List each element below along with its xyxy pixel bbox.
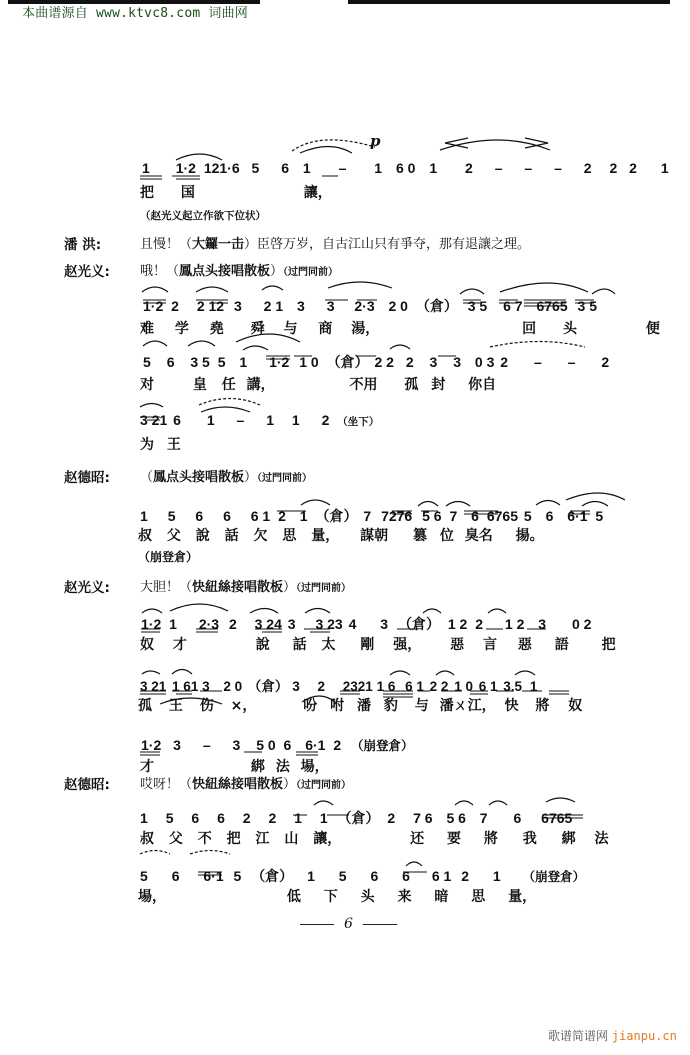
lyric: 剛 <box>360 637 375 653</box>
note: 1 6 <box>376 679 396 694</box>
lyric: 任 <box>221 377 236 393</box>
lyric: 王 <box>166 437 181 453</box>
note: – <box>524 160 533 176</box>
note: 5 <box>140 868 148 884</box>
dynamic-mark-p: p <box>370 132 381 150</box>
interlude-note: （过門同前） <box>257 473 313 484</box>
note: 6765 <box>536 298 568 314</box>
note: 6 1 <box>250 508 271 524</box>
dialog-pan-hong <box>140 233 530 252</box>
note: 2 1 <box>263 298 284 314</box>
note: 2 12 <box>196 298 225 314</box>
note: 3 <box>173 737 181 753</box>
note: 6 1 <box>478 679 498 694</box>
note: 2 <box>629 160 637 176</box>
note: 5 <box>143 354 151 370</box>
interlude-note: （过門同前） <box>296 780 352 791</box>
lyric: 欠 <box>253 528 268 544</box>
note: 6 <box>513 810 522 826</box>
note: 5 <box>523 508 532 524</box>
lyric: ×， <box>230 698 257 714</box>
note: 2 2 <box>374 354 394 370</box>
note: 2321 <box>342 679 373 694</box>
note: 7 <box>479 810 488 826</box>
note: 2 <box>465 160 473 176</box>
lyric: 思 <box>471 889 486 905</box>
lyric: 場， <box>300 759 329 775</box>
note: 6 1 <box>431 868 452 884</box>
note: 5 6 <box>422 508 442 524</box>
lyric: 学 <box>174 321 189 337</box>
lyric: 还 <box>410 831 425 847</box>
lyrics-staff-2b <box>140 374 496 394</box>
note: 2·3 <box>354 298 375 314</box>
lyric: 不用 <box>349 377 378 393</box>
dialog-zhao-dezhao-2 <box>140 773 351 792</box>
lyric: 太 <box>321 637 336 653</box>
note: 2 <box>461 868 469 884</box>
watermark-text: 歌谱简谱网 <box>548 1029 609 1043</box>
lyrics-staff-2c <box>140 434 181 454</box>
note: 6 <box>370 868 379 884</box>
lyric: 潘ㄨ江， <box>439 698 496 714</box>
note: 7 <box>363 508 372 524</box>
lyric: 言 <box>483 637 497 653</box>
note: 2·3 <box>198 616 220 632</box>
lyric: 把 <box>601 637 616 653</box>
percussion-cue: （崩登倉） <box>138 550 199 564</box>
note: 1 <box>239 354 248 370</box>
note: 3 <box>297 298 305 314</box>
note: 1·2 <box>175 160 196 176</box>
note: 6 <box>283 737 292 753</box>
note: 0 2 <box>571 616 592 632</box>
percussion-cue: （崩登倉） <box>522 870 586 884</box>
lyric: 語 <box>554 637 569 653</box>
note: 6·1 <box>567 508 588 524</box>
note: 3 23 <box>315 616 343 632</box>
stage-direction: （赵光义起立作欲下位状） <box>140 210 266 222</box>
lyric: 叔 <box>138 528 152 544</box>
note: 2 <box>171 298 179 314</box>
lyric: 場， <box>138 889 166 905</box>
dialog-text: ）臣啓万岁，自古江山只有爭夺，那有退讓之理。 <box>244 237 531 252</box>
note: 6 7 <box>503 298 523 314</box>
note: 1·2 <box>141 616 162 632</box>
lyric: 說 <box>255 637 270 653</box>
source-watermark: 本曲谱源自 www.ktvc8.com 词曲网 <box>22 6 248 21</box>
dialog-zhao-guangyi-2 <box>140 576 351 595</box>
note: 3 <box>202 679 210 694</box>
note: 5 <box>595 508 604 524</box>
stage-direction: （坐下） <box>337 416 380 428</box>
note: 2 <box>601 354 610 370</box>
note: 2 <box>475 616 484 632</box>
notation-staff-4c <box>141 736 414 754</box>
note: 1 <box>492 868 501 884</box>
note: 5 <box>251 160 260 176</box>
tempo-cue: 快紐絲接唱散板 <box>192 777 284 792</box>
note: 3 21 <box>140 412 168 428</box>
percussion-cue: （倉） <box>315 508 358 524</box>
note: 1·2 <box>269 354 290 370</box>
dialog-text: ） <box>244 470 258 485</box>
percussion-cue: （倉） <box>397 616 440 632</box>
lyric: 篡 <box>413 528 427 544</box>
lyrics-staff-4b <box>138 695 582 715</box>
lyric: 讓， <box>303 185 332 201</box>
interlude-note: （过門同前） <box>296 583 352 594</box>
note: 6 <box>471 508 479 524</box>
note: 6 <box>402 868 410 884</box>
percussion-cue: （倉） <box>251 868 294 884</box>
dialog-text: ） <box>283 777 297 792</box>
lyric: 思 <box>282 528 297 544</box>
lyric: 孤 <box>404 377 419 393</box>
note: 1 2 <box>504 616 525 632</box>
note: 2 <box>333 737 342 753</box>
note: 5 <box>217 354 226 370</box>
note: 1 0 <box>454 679 473 694</box>
lyric: 說 <box>195 528 210 544</box>
lyric: 謀朝 <box>360 528 389 544</box>
note: – <box>567 354 576 370</box>
note: 1 <box>429 160 438 176</box>
note: 7276 <box>381 508 413 524</box>
note: 1 <box>169 616 177 632</box>
note: 3 <box>429 354 438 370</box>
note: 7 <box>449 508 458 524</box>
lyric: 封 <box>431 377 446 393</box>
note: 1 <box>307 868 315 884</box>
note: 2 0 <box>223 679 243 694</box>
notation-staff-4a <box>141 614 591 634</box>
note: 3 21 <box>140 679 167 694</box>
lyrics-staff-4a <box>140 634 616 654</box>
tempo-cue: 快紐絲接唱散板 <box>192 580 284 595</box>
lyrics-staff-3a <box>138 525 544 545</box>
note: 2 <box>500 354 509 370</box>
note: 6 <box>281 160 289 176</box>
note: 5 <box>167 508 176 524</box>
note: 2 <box>583 160 592 176</box>
lyric: 綁 <box>250 759 265 775</box>
lyric: 要 <box>447 831 461 847</box>
lyric: 不 <box>197 831 212 847</box>
lyric: 把 <box>140 185 154 201</box>
note: 2 <box>242 810 251 826</box>
lyric: 奴 <box>140 637 154 653</box>
dialog-text: 哦！（ <box>140 264 180 279</box>
speaker-zhao-guangyi: 赵光义: <box>64 264 110 280</box>
lyric: 講， <box>246 377 275 393</box>
lyric: 揚。 <box>515 528 544 544</box>
note: 6·1 <box>305 737 326 753</box>
percussion-cue: （崩登倉） <box>351 739 414 753</box>
note: 5 <box>165 810 174 826</box>
note: 1 <box>302 160 311 176</box>
lyric: 山 <box>284 831 299 847</box>
lyric: 潘 <box>356 698 371 714</box>
dialog-text: 且慢！（ <box>140 237 193 252</box>
speaker-pan-hong: 潘 洪: <box>64 237 102 253</box>
note: 3 <box>538 616 547 632</box>
lyric: 叔 <box>140 831 154 847</box>
lyric: 惡 <box>450 637 465 653</box>
lyric: 头 <box>563 321 577 337</box>
lyric: 堯 <box>209 321 224 337</box>
lyric: 低 <box>286 889 301 905</box>
lyrics-staff-5b <box>138 886 536 906</box>
notation-staff-3a <box>140 506 603 526</box>
note: 1·2 <box>143 298 164 314</box>
lyric: 与 <box>283 321 298 337</box>
note: – <box>554 160 562 176</box>
tempo-cue: 鳳点头接唱散板 <box>179 264 271 279</box>
note: 3 24 <box>254 616 282 632</box>
note: 7 6 <box>413 810 433 826</box>
note: 6 <box>217 810 225 826</box>
page-number-value: 6 <box>344 916 353 932</box>
note: 3 <box>453 354 462 370</box>
lyric: 才 <box>172 637 187 653</box>
lyric: 父 <box>168 831 183 847</box>
note: 3 5 <box>190 354 210 370</box>
note: 2 2 <box>429 679 449 694</box>
note: 2 <box>387 810 396 826</box>
dialog-zhao-dezhao-1 <box>140 466 312 485</box>
lyric: 把 <box>226 831 241 847</box>
lyric: 对 <box>140 377 154 393</box>
lyric: 位 <box>439 528 454 544</box>
note: 6 <box>166 354 175 370</box>
lyric: 伤 <box>199 698 214 714</box>
note: 5 <box>233 868 242 884</box>
note: 2 <box>268 810 277 826</box>
lyric: 便 <box>645 321 660 337</box>
lyric: 孤 <box>138 698 152 714</box>
lyric: 商 <box>318 321 333 337</box>
lyric: 我 <box>522 831 537 847</box>
note: 3 <box>292 679 300 694</box>
interlude-note: （过門同前） <box>283 267 339 278</box>
lyric: 將 <box>483 831 498 847</box>
lyric: 强， <box>393 637 422 653</box>
note: 6 <box>173 412 181 428</box>
dialog-text: ） <box>283 580 297 595</box>
lyric: 臭名 <box>464 528 493 544</box>
note: 6 <box>545 508 554 524</box>
lyrics-staff-5a <box>140 828 609 848</box>
note: 3.5 <box>503 679 523 694</box>
note: 2 0 <box>388 298 408 314</box>
note: 6 <box>195 508 204 524</box>
note: – <box>338 160 347 176</box>
note: 1 0 <box>299 354 319 370</box>
notation-staff-2b <box>143 352 609 372</box>
lyrics-line-1 <box>140 182 332 202</box>
note: 1 <box>142 160 150 176</box>
notation-staff-2c <box>140 412 379 429</box>
note: 1 <box>294 810 302 826</box>
lyric: 話 <box>292 637 307 653</box>
lyric: 国 <box>180 185 195 201</box>
lyric: 奴 <box>568 698 583 714</box>
lyric: 豹 <box>383 698 398 714</box>
note: 1 <box>266 412 274 428</box>
lyric: 回 <box>522 321 537 337</box>
dialog-zhao-guangyi-1 <box>140 260 338 279</box>
note: 3 5 <box>577 298 597 314</box>
note: 1 <box>206 412 215 428</box>
watermark-url: jianpu.cn <box>611 1029 677 1043</box>
lyrics-staff-2a <box>140 318 660 338</box>
dialog-text: （ <box>140 470 154 485</box>
lyric: 暗 <box>434 889 449 905</box>
note: – <box>236 412 245 428</box>
note: 1 2 <box>447 616 468 632</box>
lyric: 来 <box>397 889 412 905</box>
note: 1 <box>140 508 148 524</box>
lyric: 讓， <box>313 831 342 847</box>
speaker-zhao-guangyi: 赵光义: <box>64 580 110 596</box>
notation-staff-5a <box>140 808 572 828</box>
site-watermark <box>548 1027 677 1044</box>
note: 6 <box>171 868 180 884</box>
percussion-cue: （倉） <box>415 298 458 314</box>
note: 6 0 <box>395 160 416 176</box>
lyric: 惡 <box>517 637 532 653</box>
note: 0 3 <box>474 354 495 370</box>
note: 1 <box>374 160 383 176</box>
lyric: 湯， <box>351 321 380 337</box>
note: 5 <box>338 868 347 884</box>
dialog-text: 哎呀！（ <box>140 777 193 792</box>
lyric: 父 <box>166 528 181 544</box>
note: 1 61 <box>172 679 199 694</box>
note: 6 <box>223 508 231 524</box>
lyric: 舜 <box>250 321 265 337</box>
dialog-text: 大胆！（ <box>140 580 193 595</box>
lyric: 量， <box>508 889 537 905</box>
note: 1·2 <box>141 737 162 753</box>
note: 3 <box>380 616 389 632</box>
note: – <box>494 160 503 176</box>
note: 6765 <box>486 508 518 524</box>
scan-edge-right <box>348 0 670 4</box>
lyric: 难 <box>140 321 154 337</box>
lyric: 將 <box>535 698 550 714</box>
note: 3 5 <box>467 298 488 314</box>
lyric: 皇 <box>192 377 207 393</box>
lyric: 王 <box>168 698 183 714</box>
notation-staff-5b <box>140 866 585 886</box>
note: 1 <box>529 679 538 694</box>
lyric: 法 <box>275 759 290 775</box>
percussion-cue: （倉） <box>337 810 380 826</box>
note: 6765 <box>541 810 573 826</box>
note: 1 <box>140 810 148 826</box>
note: 2 <box>405 354 414 370</box>
notation-staff-4b <box>140 675 537 695</box>
note: 1 <box>291 412 300 428</box>
speaker-zhao-dezhao: 赵德昭: <box>64 777 110 793</box>
note: 1 <box>299 508 308 524</box>
lyric: 吩 <box>303 698 318 714</box>
percussion-cue: （倉） <box>247 679 289 694</box>
note: 3 <box>326 298 335 314</box>
note: 2 <box>609 160 618 176</box>
note: 3 <box>287 616 296 632</box>
note: 2 <box>317 679 325 694</box>
note: 5 0 <box>256 737 276 753</box>
note: 2 <box>228 616 237 632</box>
divider <box>363 924 397 925</box>
speaker-zhao-dezhao: 赵德昭: <box>64 470 110 486</box>
note: 4 <box>348 616 357 632</box>
tempo-cue: 鳳点头接唱散板 <box>153 470 245 485</box>
notation-staff-2a <box>143 296 597 316</box>
note: 121·6 <box>203 160 240 176</box>
lyric: 快 <box>504 698 519 714</box>
note: 2 <box>278 508 286 524</box>
page-number <box>290 916 407 932</box>
notation-line-1 <box>142 160 669 176</box>
lyric: 头 <box>360 889 375 905</box>
note: 6 1 <box>405 679 424 694</box>
lyric: 江 <box>255 831 270 847</box>
lyric: 才 <box>140 759 154 775</box>
dialog-text: ） <box>270 264 284 279</box>
lyric: 与 <box>414 698 429 714</box>
note: – <box>533 354 542 370</box>
note: 1 <box>660 160 669 176</box>
lyric: 量， <box>311 528 340 544</box>
lyric: 法 <box>594 831 609 847</box>
note: 1 <box>319 810 328 826</box>
note: 6·1 <box>203 868 224 884</box>
lyric: 咐 <box>330 698 345 714</box>
divider <box>300 924 334 925</box>
note: 2 <box>321 412 330 428</box>
note: 3 <box>233 298 242 314</box>
note: 5 6 <box>446 810 466 826</box>
note: – <box>202 737 211 753</box>
lyric: 下 <box>323 889 338 905</box>
lyric: 你自 <box>468 377 497 393</box>
note: 6 <box>191 810 200 826</box>
lyric: 綁 <box>561 831 576 847</box>
lyric: 話 <box>224 528 239 544</box>
note: 3 <box>232 737 241 753</box>
percussion-cue: （倉） <box>326 354 369 370</box>
lyric: 为 <box>140 437 154 453</box>
percussion-cue: 大鑼一击 <box>192 237 245 252</box>
